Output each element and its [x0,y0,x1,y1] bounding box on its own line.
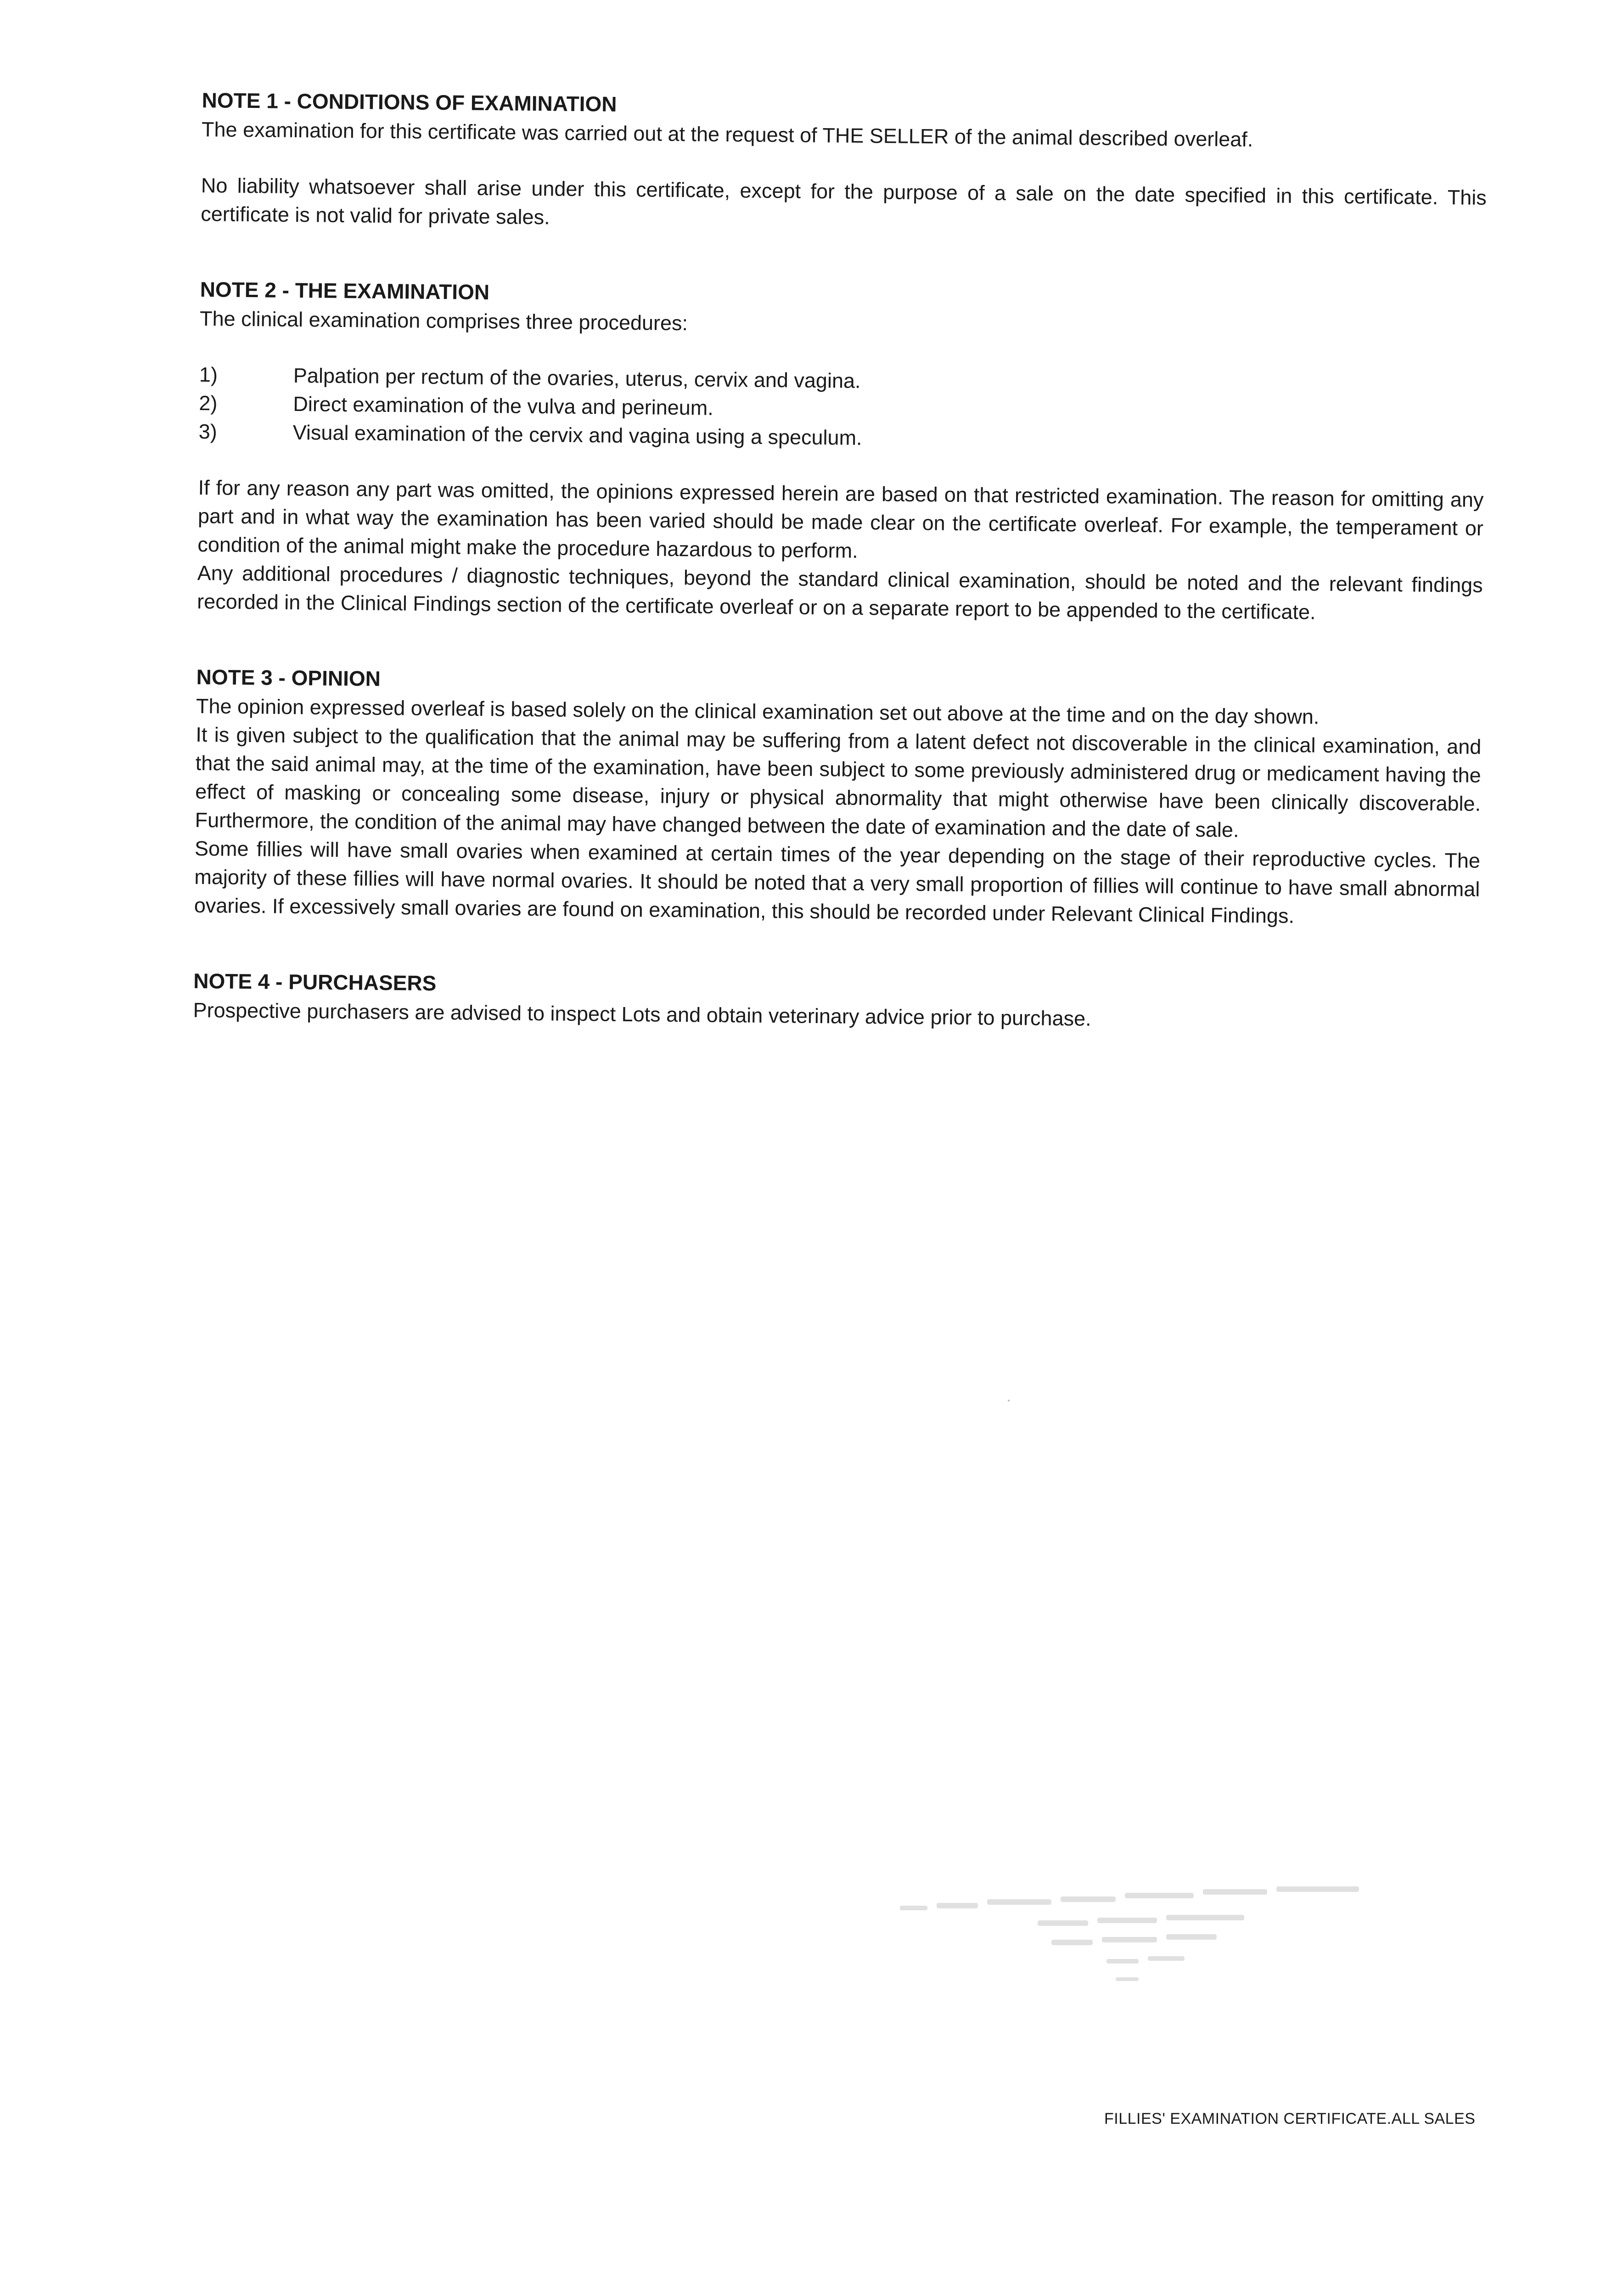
note-4-section [193,966,1479,1037]
note-3-paragraph: Some fillies will have small ovaries when examined at certain times of the year depending on the stage of their reproductive cycles. The majority of these fillies will have normal ovaries. It should be noted that a very small proportion of fillies will continue to have small abnormal ovaries. If excessively small ovaries are found on examination, this should be recorded under Relevant Clinical Findings. [194,836,1481,928]
note-3-section [194,662,1482,932]
note-1-paragraph: No liability whatsoever shall arise under this certificate, except for the purpose of a sale on the date specified in this certificate. This certificate is not valid for private sales. [201,173,1487,229]
note-1-section [201,85,1488,241]
document-body [193,85,1488,1037]
note-2-intro: The clinical examination comprises three procedures: [199,306,688,335]
faded-stamp-icon [900,1883,1419,2002]
procedure-text: Palpation per rectum of the ovaries, uterus, cervix and vagina. [293,363,861,393]
scan-speck [1008,1400,1010,1401]
procedure-list [198,360,1485,458]
procedure-text: Direct examination of the vulva and perineum. [293,392,714,420]
note-2-paragraph: Any additional procedures / diagnostic techniques, beyond the standard clinical examination, should be noted and the relevant findings recorded in the Clinical Findings section of the certificate overleaf or on a separate report to be appended to the certificate. [197,561,1483,624]
procedure-number: 1) [199,362,218,387]
note-1-heading: NOTE 1 - CONDITIONS OF EXAMINATION [202,88,617,116]
note-4-heading: NOTE 4 - PURCHASERS [193,968,437,995]
note-2-heading: NOTE 2 - THE EXAMINATION [200,277,490,304]
note-1-paragraph: The examination for this certificate was carried out at the request of THE SELLER of the animal described overleaf. [201,117,1253,151]
note-2-section [197,274,1486,628]
procedure-number: 2) [199,391,218,415]
procedure-text: Visual examination of the cervix and vagina using a speculum. [292,420,862,450]
note-4-paragraph: Prospective purchasers are advised to inspect Lots and obtain veterinary advice prior to purchase. [193,998,1091,1030]
note-3-heading: NOTE 3 - OPINION [196,664,381,691]
note-3-paragraph: The opinion expressed overleaf is based solely on the clinical examination set out above at the time and on the day shown. [196,694,1320,729]
note-2-paragraph: If for any reason any part was omitted, the opinions expressed herein are based on that restricted examination. The reason for omitting any part and in what way the examination has been varied should be made clear on the certificate overleaf. For example, the temperament or condition of the animal might make the procedure hazardous to perform. [197,475,1484,563]
procedure-number: 3) [198,419,218,444]
footer-document-id: FILLIES' EXAMINATION CERTIFICATE.ALL SALES [1104,2110,1476,2127]
note-3-paragraph: It is given subject to the qualification that the animal may be suffering from a latent defect not discoverable in the clinical examination, and that the said animal may, at the time of the examination, have been subject to some previously administered drug or medicament having the effect of masking or concealing some disease, injury or physical abnormality that might otherwise have been clinically discoverable. Furthermore, the condition of the animal may have changed between the date of examination and the date of sale. [195,722,1482,842]
